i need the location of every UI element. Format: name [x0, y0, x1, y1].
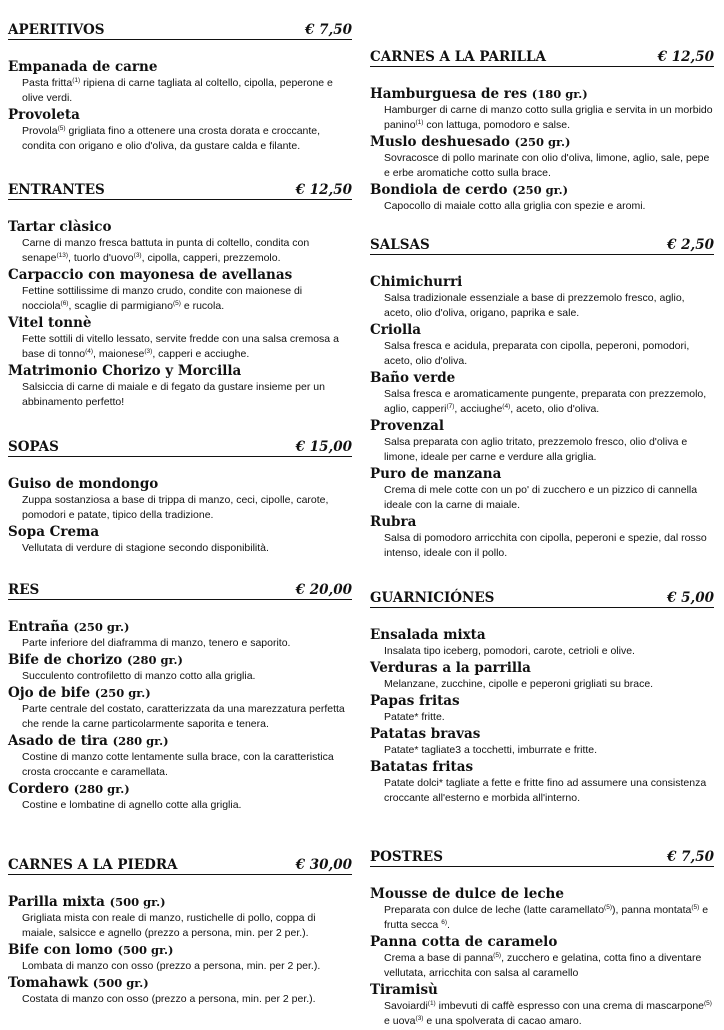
menu-item [370, 370, 714, 417]
section-carnes-a-la-parilla [370, 47, 714, 215]
allergen-note: (5) [691, 904, 700, 911]
menu-item-title: Guiso de mondongo [8, 476, 159, 492]
description-text: e frutta secca [384, 904, 709, 931]
menu-item-description [8, 284, 352, 314]
menu-item [8, 315, 352, 362]
section-sopas [8, 437, 352, 557]
allergen-note: (5) [493, 952, 502, 959]
menu-item-name [8, 267, 352, 284]
description-text: Sovracosce di pollo marinate con olio d'oliva, limone, aglio, sale, pepe e erbe aromatiche cotto sulla brace. [384, 152, 710, 179]
section-price: € 15,00 [295, 439, 352, 455]
menu-item [370, 934, 714, 981]
menu-item-description [8, 76, 352, 106]
menu-item-weight: (280 gr.) [112, 734, 169, 748]
description-text: Salsa preparata con aglio tritato, prezzemolo fresco, olio d'oliva e limone, ideale per carne e verdure alla griglia. [384, 436, 688, 463]
menu-item-name [8, 476, 352, 493]
section-header [370, 235, 714, 255]
item-list [8, 219, 352, 410]
menu-item-name [370, 726, 714, 743]
section-title: POSTRES [370, 849, 443, 865]
description-text: . [446, 919, 450, 931]
menu-item-weight: (500 gr.) [117, 943, 174, 957]
menu-item-name [370, 322, 714, 339]
description-text: Hamburger di carne di manzo cotto sulla griglia e servita in un morbido panino [384, 104, 713, 131]
menu-item [8, 107, 352, 154]
menu-item-description [370, 710, 714, 725]
description-text: ripiena di carne tagliata al coltello, cipolla, peperone e olive verdi. [22, 77, 333, 104]
menu-item [8, 619, 352, 651]
section-price: € 7,50 [667, 849, 714, 865]
description-text: e una spolverata di cacao amaro. [423, 1015, 582, 1027]
description-text: Patate* fritte. [384, 711, 445, 723]
menu-item-description [370, 199, 714, 214]
description-text: Salsiccia di carne di maiale e di fegato da gustare insieme per un abbinamento perfetto! [22, 381, 325, 408]
menu-item-title: Patatas bravas [370, 726, 481, 742]
menu-item [370, 418, 714, 465]
description-text: Zuppa sostanziosa a base di trippa di manzo, ceci, cipolle, carote, pomodori e patate, tipico della tradizione. [22, 494, 329, 521]
description-text: , acciughe [454, 403, 503, 415]
description-text: Lombata di manzo con osso (prezzo a persona, min. per 2 per.). [22, 960, 321, 972]
menu-item-description [370, 999, 714, 1029]
menu-item-title: Ensalada mixta [370, 627, 486, 643]
menu-item-name [8, 219, 352, 236]
description-text: con lattuga, pomodoro e salse. [423, 119, 570, 131]
menu-item-title: Muslo deshuesado [370, 134, 510, 150]
menu-item-description [8, 959, 352, 974]
menu-item-title: Carpaccio con mayonesa de avellanas [8, 267, 293, 283]
menu-item-name [8, 59, 352, 76]
menu-item-description [8, 669, 352, 684]
menu-item [370, 693, 714, 725]
section-price: € 12,50 [657, 49, 714, 65]
section-header [8, 855, 352, 875]
menu-item-title: Tomahawk [8, 975, 89, 991]
menu-item-name [8, 524, 352, 541]
item-list [8, 59, 352, 154]
menu-item-name [370, 660, 714, 677]
allergen-note: (3) [144, 348, 153, 355]
menu-item-description [370, 776, 714, 806]
menu-item-title: Hamburguesa de res [370, 86, 528, 102]
menu-item-title: Parilla mixta [8, 894, 105, 910]
description-text: , tuorlo d'uovo [68, 252, 134, 264]
menu-item-title: Bife de chorizo [8, 652, 123, 668]
menu-item-weight: (250 gr.) [73, 620, 130, 634]
section-salsas [370, 235, 714, 562]
menu-item-title: Bife con lomo [8, 942, 113, 958]
menu-item [370, 274, 714, 321]
menu-item [370, 86, 714, 133]
section-aperitivos [8, 20, 352, 155]
menu-item-name [8, 315, 352, 332]
description-text: Costata di manzo con osso (prezzo a persona, min. per 2 per.). [22, 993, 316, 1005]
description-text: , scaglie di parmigiano [68, 300, 173, 312]
description-text: Insalata tipo iceberg, pomodori, carote, cetrioli e olive. [384, 645, 635, 657]
section-header [8, 20, 352, 40]
menu-item [370, 660, 714, 692]
menu-item [8, 219, 352, 266]
menu-item-title: Vitel tonnè [8, 315, 92, 331]
menu-item-weight: (280 gr.) [127, 653, 183, 667]
menu-item-title: Criolla [370, 322, 421, 338]
description-text: Crema a base di panna [384, 952, 494, 964]
menu-item-title: Empanada de carne [8, 59, 158, 75]
item-list [370, 886, 714, 1029]
allergen-note: (13) [56, 252, 69, 259]
menu-item-title: Cordero [8, 781, 70, 797]
menu-item-description [370, 339, 714, 369]
menu-item-weight: (500 gr.) [92, 976, 149, 990]
menu-item-title: Mousse de dulce de leche [370, 886, 564, 902]
section-entrantes [8, 180, 352, 411]
menu-item-description [8, 636, 352, 651]
description-text: Salsa fresca e aromaticamente pungente, preparata con prezzemolo, aglio, capperi [384, 388, 707, 415]
description-text: Fettine sottilissime di manzo crudo, condite con maionese di nocciola [22, 285, 303, 312]
allergen-note: (4) [85, 348, 94, 355]
menu-item-name [8, 685, 352, 702]
description-text: Patate dolci* tagliate a fette e fritte fino ad assumere una consistenza croccante all'esterno e morbida all'interno. [384, 777, 707, 804]
menu-item [370, 982, 714, 1029]
menu-item-name [370, 466, 714, 483]
menu-item-name [8, 733, 352, 750]
menu-item-title: Matrimonio Chorizo y Morcilla [8, 363, 242, 379]
menu-item-title: Asado de tira [8, 733, 108, 749]
menu-item-title: Batatas fritas [370, 759, 474, 775]
menu-item-description [8, 750, 352, 780]
description-text: Costine di manzo cotte lentamente sulla brace, con la caratteristica crosta croccante e caramellata. [22, 751, 334, 778]
menu-item [8, 781, 352, 813]
allergen-note: (6) [60, 300, 69, 307]
menu-item-description [8, 911, 352, 941]
menu-item-name [8, 975, 352, 992]
menu-item-description [370, 291, 714, 321]
menu-item [8, 267, 352, 314]
menu-item-name [8, 942, 352, 959]
allergen-note: (1) [427, 1000, 436, 1007]
description-text: Salsa tradizionale essenziale a base di prezzemolo fresco, aglio, aceto, olio d'oliva, origano, paprika e sale. [384, 292, 685, 319]
section-title: ENTRANTES [8, 182, 105, 198]
menu-item-description [370, 644, 714, 659]
menu-item [8, 733, 352, 780]
allergen-note: (3) [415, 1015, 424, 1022]
menu-item [370, 466, 714, 513]
menu-item-description [8, 541, 352, 556]
section-header [370, 47, 714, 67]
menu-item [370, 134, 714, 181]
menu-item-description [370, 435, 714, 465]
description-text: grigliata fino a ottenere una crosta dorata e croccante, condita con origano e olio d'oliva, da gustare calda e filante. [22, 125, 321, 152]
menu-item-title: Verduras a la parrilla [370, 660, 531, 676]
menu-item-title: Entraña [8, 619, 69, 635]
menu-item-title: Baño verde [370, 370, 456, 386]
menu-item-name [370, 886, 714, 903]
menu-item-description [370, 531, 714, 561]
description-text: , zucchero e gelatina, cotta fino a diventare vellutata, arricchita con salsa al caramello [384, 952, 702, 979]
allergen-note: 6) [441, 919, 447, 926]
menu-item-description [8, 380, 352, 410]
section-title: CARNES A LA PARILLA [370, 49, 546, 65]
menu-item-weight: (250 gr.) [94, 686, 151, 700]
menu-item-title: Ojo de bife [8, 685, 91, 701]
menu-item-description [8, 798, 352, 813]
section-guarniciones [370, 588, 714, 807]
menu-item [8, 476, 352, 523]
menu-item-name [370, 274, 714, 291]
description-text: imbevuti di caffè espresso con una crema di mascarpone [435, 1000, 705, 1012]
menu-item-description [8, 332, 352, 362]
menu-item-weight: (250 gr.) [514, 135, 571, 149]
description-text: Parte centrale del costato, caratterizzata da una marezzatura perfetta che rende la carne particolarmente saporita e tenera. [22, 703, 345, 730]
menu-item-title: Rubra [370, 514, 417, 530]
menu-item-name [8, 894, 352, 911]
description-text: , cipolla, capperi, prezzemolo. [141, 252, 281, 264]
menu-item [370, 322, 714, 369]
allergen-note: (1) [415, 119, 424, 126]
description-text: , capperi e acciughe. [152, 348, 250, 360]
description-text: Vellutata di verdure di stagione secondo disponibilità. [22, 542, 269, 554]
section-price: € 30,00 [295, 857, 352, 873]
section-header [8, 580, 352, 600]
section-price: € 5,00 [667, 590, 714, 606]
section-title: APERITIVOS [8, 22, 105, 38]
description-text: Parte inferiore del diaframma di manzo, tenero e saporito. [22, 637, 291, 649]
menu-item-name [370, 182, 714, 199]
menu-item-title: Provoleta [8, 107, 80, 123]
allergen-note: (3) [133, 252, 142, 259]
menu-item-name [8, 781, 352, 798]
section-price: € 12,50 [295, 182, 352, 198]
description-text: Patate* tagliate3 a tocchetti, imburrate e fritte. [384, 744, 598, 756]
menu-item-name [370, 759, 714, 776]
menu-item-description [8, 124, 352, 154]
menu-item-description [370, 743, 714, 758]
item-list [370, 274, 714, 561]
menu-item [370, 514, 714, 561]
menu-item-description [8, 702, 352, 732]
menu-item-description [370, 103, 714, 133]
section-title: SALSAS [370, 237, 430, 253]
menu-item-name [370, 934, 714, 951]
menu-item-name [8, 107, 352, 124]
description-text: ), panna montata [612, 904, 692, 916]
menu-item [370, 627, 714, 659]
description-text: Costine e lombatine di agnello cotte alla griglia. [22, 799, 242, 811]
menu-item [370, 759, 714, 806]
allergen-note: (7) [446, 403, 455, 410]
menu-item-title: Bondiola de cerdo [370, 182, 508, 198]
section-header [370, 847, 714, 867]
menu-item-description [370, 483, 714, 513]
menu-item-weight: (250 gr.) [512, 183, 569, 197]
menu-item-description [370, 677, 714, 692]
allergen-note: (4) [502, 403, 511, 410]
menu-item [8, 894, 352, 941]
menu-item-name [370, 514, 714, 531]
menu-item [370, 886, 714, 933]
section-carnes-a-la-piedra [8, 855, 352, 1008]
item-list [370, 627, 714, 806]
description-text: , maionese [93, 348, 145, 360]
description-text: Carne di manzo fresca battuta in punta di coltello, condita con senape [22, 237, 310, 264]
menu-item-title: Sopa Crema [8, 524, 100, 540]
allergen-note: (1) [72, 77, 81, 84]
description-text: Capocollo di maiale cotto alla griglia con spezie e aromi. [384, 200, 646, 212]
description-text: Savoiardi [384, 1000, 428, 1012]
description-text: , aceto, olio d'oliva. [510, 403, 600, 415]
item-list [8, 619, 352, 813]
description-text: Salsa di pomodoro arricchita con cipolla, peperoni e spezie, dal rosso intenso, ideale con il pollo. [384, 532, 707, 559]
menu-item-name [370, 86, 714, 103]
section-header [8, 180, 352, 200]
menu-item-weight: (180 gr.) [531, 87, 588, 101]
menu-item-title: Panna cotta de caramelo [370, 934, 558, 950]
menu-item-title: Papas fritas [370, 693, 460, 709]
section-price: € 20,00 [295, 582, 352, 598]
menu-item [8, 685, 352, 732]
section-price: € 7,50 [305, 22, 352, 38]
menu-item [8, 652, 352, 684]
item-list [8, 476, 352, 556]
description-text: Pasta fritta [22, 77, 73, 89]
section-title: CARNES A LA PIEDRA [8, 857, 178, 873]
allergen-note: (5) [172, 300, 181, 307]
description-text: Succulento controfiletto di manzo cotto alla griglia. [22, 670, 256, 682]
description-text: Salsa fresca e acidula, preparata con cipolla, peperoni, pomodori, aceto, olio d'oliva. [384, 340, 690, 367]
menu-item-name [370, 370, 714, 387]
menu-item-title: Puro de manzana [370, 466, 502, 482]
description-text: e uova [384, 1015, 416, 1027]
item-list [8, 894, 352, 1007]
menu-item-name [8, 619, 352, 636]
section-title: GUARNICIÓNES [370, 590, 495, 606]
allergen-note: (5) [57, 125, 66, 132]
menu-item-name [370, 627, 714, 644]
menu-item-name [8, 363, 352, 380]
section-title: RES [8, 582, 40, 598]
description-text: Grigliata mista con reale di manzo, rustichelle di pollo, coppa di maiale, salsicce e agnello (prezzo a persona, min. per 2 per.). [22, 912, 316, 939]
section-res [8, 580, 352, 814]
description-text: e rucola. [180, 300, 225, 312]
description-text: Crema di mele cotte con un po' di zucchero e un pizzico di cannella ideale con la carne di maiale. [384, 484, 698, 511]
menu-item-description [8, 236, 352, 266]
menu-item-name [370, 693, 714, 710]
menu-item-title: Tartar clàsico [8, 219, 112, 235]
section-title: SOPAS [8, 439, 59, 455]
allergen-note: (5) [604, 904, 612, 911]
menu-item-description [370, 387, 714, 417]
menu-item [8, 942, 352, 974]
menu-item-weight: (280 gr.) [73, 782, 130, 796]
description-text: Melanzane, zucchine, cipolle e peperoni grigliati su brace. [384, 678, 654, 690]
menu-item-description [370, 951, 714, 981]
description-text: Preparata con dulce de leche (latte caramellato [384, 904, 605, 916]
description-text: Fette sottili di vitello lessato, servite fredde con una salsa cremosa a base di tonno [22, 333, 339, 360]
item-list [370, 86, 714, 214]
section-header [8, 437, 352, 457]
menu-item-name [370, 418, 714, 435]
menu-item [8, 524, 352, 556]
section-postres [370, 847, 714, 1030]
menu-item [370, 182, 714, 214]
section-header [370, 588, 714, 608]
menu-item-name [370, 982, 714, 999]
section-price: € 2,50 [667, 237, 714, 253]
menu-item [8, 363, 352, 410]
menu-item-description [8, 493, 352, 523]
allergen-note: (5) [704, 1000, 712, 1007]
menu-item-name [8, 652, 352, 669]
menu-item-name [370, 134, 714, 151]
menu-item-weight: (500 gr.) [109, 895, 166, 909]
description-text: Provola [22, 125, 58, 137]
menu-item-description [370, 151, 714, 181]
menu-item [8, 59, 352, 106]
menu-item-title: Tiramisù [370, 982, 438, 998]
menu-item-title: Chimichurri [370, 274, 463, 290]
menu-item-description [370, 903, 714, 933]
menu-item [370, 726, 714, 758]
menu-item-title: Provenzal [370, 418, 445, 434]
menu-item-description [8, 992, 352, 1007]
menu-item [8, 975, 352, 1007]
